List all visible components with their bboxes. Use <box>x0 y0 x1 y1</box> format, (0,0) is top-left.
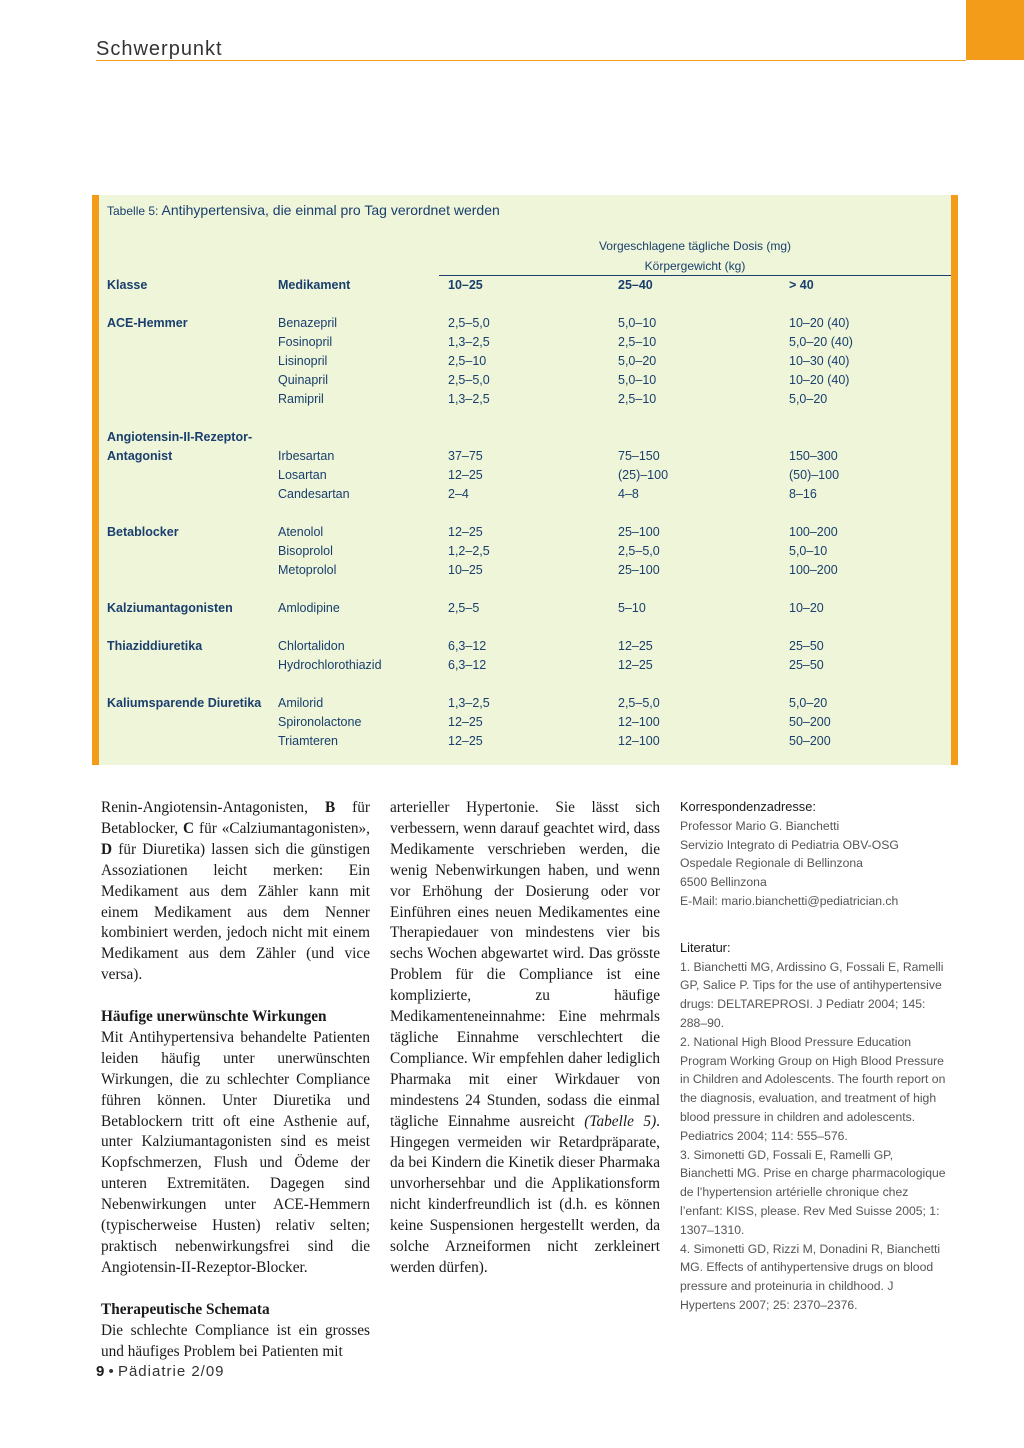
table-row <box>99 715 949 734</box>
table-row <box>99 563 949 582</box>
table-row <box>99 696 949 715</box>
cell-dose-40: 5,0–20 (40) <box>789 335 853 349</box>
cell-dose-10-25: 2,5–5,0 <box>448 373 490 387</box>
header-rule <box>96 60 966 61</box>
cell-medikament: Triamteren <box>278 734 338 748</box>
col-header-40: > 40 <box>789 278 814 292</box>
cell-medikament: Fosinopril <box>278 335 333 349</box>
cell-dose-10-25: 37–75 <box>448 449 483 463</box>
paragraph <box>390 798 660 1279</box>
cell-dose-40: 5,0–20 <box>789 696 828 710</box>
cell-dose-10-25: 12–25 <box>448 715 483 729</box>
page-footer <box>96 1363 225 1380</box>
cell-medikament: Amlodipine <box>278 601 340 615</box>
contact-line: Ospedale Regionale di Bellinzona <box>680 856 863 871</box>
cell-klasse: Angiotensin-II-Rezeptor- <box>107 430 253 444</box>
table-caption-title: Antihypertensiva, die einmal pro Tag verordnet werden <box>161 202 500 218</box>
cell-dose-10-25: 1,2–2,5 <box>448 544 490 558</box>
literature-label: Literatur: <box>680 939 731 955</box>
cell-dose-10-25: 1,3–2,5 <box>448 392 490 406</box>
cell-dose-25-40: 12–100 <box>618 715 660 729</box>
footer-separator: • <box>108 1363 114 1380</box>
cell-dose-25-40: 5,0–10 <box>618 373 657 387</box>
corner-accent <box>966 0 1024 60</box>
section-title: Schwerpunkt <box>96 38 223 60</box>
cell-dose-10-25: 1,3–2,5 <box>448 696 490 710</box>
cell-medikament: Ramipril <box>278 392 324 406</box>
cell-dose-40: (50)–100 <box>789 468 840 482</box>
cell-dose-10-25: 2–4 <box>448 487 469 501</box>
cell-dose-40: 25–50 <box>789 658 824 672</box>
table-row <box>99 734 949 753</box>
cell-dose-40: 50–200 <box>789 734 831 748</box>
bold-letter: C <box>183 819 195 837</box>
sidebar-column <box>680 798 950 1315</box>
cell-medikament: Irbesartan <box>278 449 335 463</box>
cell-dose-25-40: (25)–100 <box>618 468 669 482</box>
text-run: arterieller Hypertonie. Sie lässt sich verbessern, wenn darauf geachtet wird, dass Medikamente verschrieben werden, die wenig Nebenwirkungen haben, und wenn vor Erhöhung der Dosierung oder vor Einführen eines neuen Medikamentes eine Therapiedauer von mindestens vier bis sechs Wochen abgewartet wird. Das grösste Problem für die Compliance ist eine komplizierte, zu häufige Medikamenteneinnahme: Eine mehrmals tägliche Einnahme verschlechtert die Compliance. Wir empfehlen daher lediglich Pharmaka mit einer Wirkdauer von mindestens 24 Stunden, sodass die einmal tägliche Einnahme ausreicht <box>390 799 660 1130</box>
cell-dose-10-25: 12–25 <box>448 468 483 482</box>
cell-medikament: Benazepril <box>278 316 338 330</box>
table-box <box>92 195 958 765</box>
cell-medikament: Quinapril <box>278 373 329 387</box>
text-run: . Hingegen vermeiden wir Retardpräparate, da bei Kindern die Kinetik dieser Pharmaka unvorhersehbar und die Applikationsform nicht kinderfreundlich ist (d.h. es können keine Suspensionen hergestellt werden, da solche Arzneiformen nicht zerkleinert werden dürfen). <box>390 1112 660 1276</box>
cell-dose-25-40: 12–25 <box>618 658 653 672</box>
cell-dose-10-25: 6,3–12 <box>448 639 487 653</box>
cell-medikament: Bisoprolol <box>278 544 333 558</box>
cell-klasse: ACE-Hemmer <box>107 316 188 330</box>
cell-klasse: Kalziumantagonisten <box>107 601 233 615</box>
bold-letter: B <box>324 799 336 816</box>
subheading-side-effects: Häufige unerwünschte Wirkungen <box>101 1008 327 1026</box>
bold-letter: D <box>101 840 113 858</box>
table-reference: (Tabelle 5) <box>584 1112 657 1130</box>
reference-item: 1. Bianchetti MG, Ardissino G, Fossali E, Ramelli GP, Salice P. Tips for the use of antihypertensive drugs: DELTAREPROSI. J Pediatr 2004; 145: 288–90. <box>680 959 944 1030</box>
cell-dose-10-25: 2,5–5 <box>448 601 480 615</box>
table-row <box>99 544 949 563</box>
cell-klasse: Betablocker <box>107 525 179 539</box>
cell-medikament: Chlortalidon <box>278 639 345 653</box>
text-run: für Diuretika) lassen sich die günstigen Assoziationen leicht merken: Ein Medikament aus dem Zähler kann mit einem Medikament aus dem Nenner kombiniert werden, jedoch nicht mit einem Medikament aus dem Zähler (und vice versa). <box>101 840 370 984</box>
cell-dose-25-40: 2,5–10 <box>618 335 657 349</box>
cell-dose-25-40: 5–10 <box>618 601 646 615</box>
cell-dose-40: 10–20 (40) <box>789 316 850 330</box>
cell-klasse: Antagonist <box>107 449 173 463</box>
cell-dose-40: 100–200 <box>789 563 838 577</box>
cell-dose-10-25: 12–25 <box>448 525 483 539</box>
table-row <box>99 525 949 544</box>
table-row <box>99 354 949 373</box>
page-number: 9 <box>96 1363 105 1380</box>
contact-label: Korrespondenzadresse: <box>680 799 816 814</box>
cell-dose-40: 10–30 (40) <box>789 354 850 368</box>
table-caption <box>107 202 500 218</box>
col-header-medikament: Medikament <box>278 278 351 292</box>
cell-dose-10-25: 2,5–10 <box>448 354 487 368</box>
cell-dose-25-40: 2,5–10 <box>618 392 657 406</box>
cell-dose-25-40: 75–150 <box>618 449 660 463</box>
contact-line: Servizio Integrato di Pediatria OBV-OSG <box>680 837 899 852</box>
table-header-row <box>99 278 949 297</box>
cell-dose-10-25: 1,3–2,5 <box>448 335 490 349</box>
contact-email: E-Mail: mario.bianchetti@pediatrician.ch <box>680 893 899 908</box>
cell-klasse: Kaliumsparende Diuretika <box>107 696 262 710</box>
subheading-therapy: Therapeutische Schemata <box>101 1300 270 1318</box>
contact-line: 6500 Bellinzona <box>680 875 767 890</box>
reference-item: 2. National High Blood Pressure Education Program Working Group on High Blood Pressure in Children and Adolescents. The fourth report on the diagnosis, evaluation, and treatment of high blood pressure in children and adolescents. Pediatrics 2004; 114: 555–576. <box>680 1034 946 1143</box>
cell-medikament: Candesartan <box>278 487 350 501</box>
table-row <box>99 639 949 658</box>
contact-line: Professor Mario G. Bianchetti <box>680 818 840 833</box>
cell-dose-25-40: 5,0–10 <box>618 316 657 330</box>
cell-medikament: Spironolactone <box>278 715 362 729</box>
cell-dose-25-40: 2,5–5,0 <box>618 696 660 710</box>
paragraph <box>101 798 370 986</box>
cell-dose-40: 50–200 <box>789 715 831 729</box>
cell-dose-25-40: 2,5–5,0 <box>618 544 660 558</box>
cell-dose-40: 25–50 <box>789 639 824 653</box>
cell-dose-25-40: 12–25 <box>618 639 653 653</box>
table-row <box>99 373 949 392</box>
cell-medikament: Hydrochlorothiazid <box>278 658 382 672</box>
cell-dose-10-25: 2,5–5,0 <box>448 316 490 330</box>
cell-dose-40: 10–20 (40) <box>789 373 850 387</box>
col-header-25-40: 25–40 <box>618 278 653 292</box>
cell-dose-25-40: 25–100 <box>618 525 660 539</box>
table-row <box>99 316 949 335</box>
table-row <box>99 449 949 468</box>
cell-dose-25-40: 12–100 <box>618 734 660 748</box>
cell-dose-40: 5,0–20 <box>789 392 828 406</box>
reference-item: 3. Simonetti GD, Fossali E, Ramelli GP, Bianchetti MG. Prise en charge pharmacologique de l’hypertension artérielle chronique chez l’enfant: KISS, please. Rev Med Suisse 2005; 1: 1307–1310. <box>680 1147 946 1237</box>
dose-header-rule <box>439 275 951 276</box>
cell-medikament: Atenolol <box>278 525 324 539</box>
weight-header: Körpergewicht (kg) <box>644 259 746 273</box>
text-run: für Betablocker, <box>101 799 370 837</box>
table-caption-label: Tabelle 5: <box>107 204 159 218</box>
text-run: für «Calziumantagonisten», <box>194 819 371 837</box>
table-row <box>99 392 949 411</box>
cell-medikament: Lisinopril <box>278 354 328 368</box>
col-header-10-25: 10–25 <box>448 278 483 292</box>
cell-dose-40: 100–200 <box>789 525 838 539</box>
cell-dose-10-25: 10–25 <box>448 563 483 577</box>
cell-dose-40: 10–20 <box>789 601 824 615</box>
paragraph: Mit Antihypertensiva behandelte Patienten leiden häufig unter unerwünschten Wirkungen, die zu schlechter Compliance führen können. Unter Diuretika und Betablockern tritt oft eine Asthenie auf, unter Kalziumantagonisten sind es meist Kopfschmerzen, Flush und Ödeme der unteren Extremitäten. Dagegen sind Nebenwirkungen unter ACE-Hemmern (typischerweise Husten) relativ selten; praktisch nebenwirkungsfrei sind die Angiotensin-II-Rezeptor-Blocker. <box>101 1028 370 1276</box>
table-row <box>99 335 949 354</box>
cell-dose-40: 8–16 <box>789 487 817 501</box>
text-column-1 <box>101 798 370 1362</box>
reference-item: 4. Simonetti GD, Rizzi M, Donadini R, Bianchetti MG. Effects of antihypertensive drugs on blood pressure and proteinuria in childhood. J Hypertens 2007; 25: 2370–2376. <box>680 1241 941 1312</box>
cell-dose-10-25: 6,3–12 <box>448 658 487 672</box>
paragraph: Die schlechte Compliance ist ein grosses und häufiges Problem bei Patienten mit <box>101 1321 370 1360</box>
text-column-2 <box>390 798 660 1279</box>
cell-dose-25-40: 4–8 <box>618 487 639 501</box>
cell-medikament: Metoprolol <box>278 563 337 577</box>
cell-medikament: Amilorid <box>278 696 324 710</box>
text-run: Renin-Angiotensin-Antagonisten, <box>101 799 325 816</box>
dose-header: Vorgeschlagene tägliche Dosis (mg) <box>598 239 792 253</box>
cell-dose-25-40: 25–100 <box>618 563 660 577</box>
journal-name: Pädiatrie 2/09 <box>117 1363 225 1380</box>
table-row <box>99 468 949 487</box>
cell-medikament: Losartan <box>278 468 327 482</box>
cell-dose-40: 150–300 <box>789 449 838 463</box>
cell-klasse: Thiaziddiuretika <box>107 639 203 653</box>
cell-dose-10-25: 12–25 <box>448 734 483 748</box>
cell-dose-40: 5,0–10 <box>789 544 828 558</box>
table-row <box>99 601 949 620</box>
table-row <box>99 658 949 677</box>
col-header-klasse: Klasse <box>107 278 148 292</box>
table-row <box>99 487 949 506</box>
cell-dose-25-40: 5,0–20 <box>618 354 657 368</box>
table-row <box>99 430 949 449</box>
